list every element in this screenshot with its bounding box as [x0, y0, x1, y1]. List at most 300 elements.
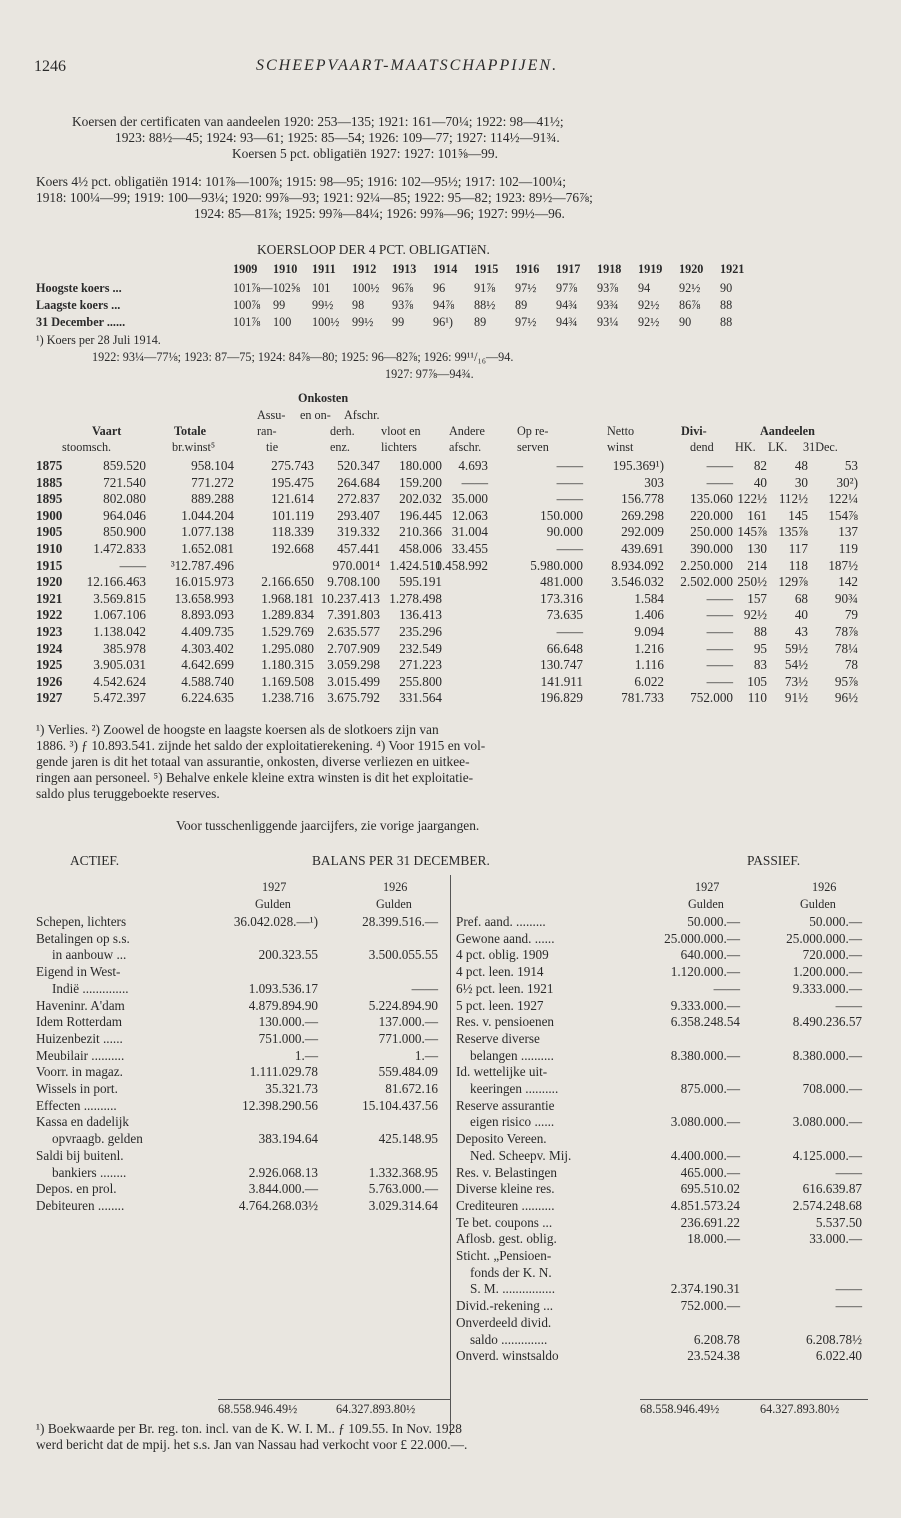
row-cell: 4.542.624	[93, 673, 146, 689]
koers-cell: 96⅞	[392, 281, 414, 295]
passief-label: 5 pct. leen. 1927	[456, 997, 544, 1013]
koers-cell: 99½	[312, 298, 334, 312]
col-head: vloot en	[381, 424, 421, 438]
row-cell: 264.684	[337, 474, 380, 490]
row-cell: 4.409.735	[181, 624, 234, 639]
passief-row	[0, 1198, 901, 1214]
row-cell: ——	[706, 590, 733, 606]
passief-value-1926: ——	[835, 1298, 862, 1314]
actief-value-1926: 3.029.314.64	[368, 1197, 438, 1213]
actief-value-1927: 12.398.290.56	[242, 1097, 318, 1113]
passief-value-1927: 640.000.—	[680, 947, 740, 963]
col-head: br.winst⁵	[172, 440, 216, 454]
row-cell: 210.366	[399, 524, 442, 540]
passief-row	[0, 1081, 901, 1097]
row-year: 1910	[36, 541, 63, 556]
row-cell: 1.077.138	[181, 524, 234, 540]
passief-value-1926: ——	[835, 997, 862, 1013]
col-head: Aandeelen	[760, 424, 815, 438]
passief-value-1926: ——	[835, 1281, 862, 1297]
koers-cell: 98	[352, 298, 365, 312]
actief-label: Wissels in port.	[36, 1081, 118, 1096]
passief-row	[0, 1064, 901, 1080]
passief-row	[0, 947, 901, 963]
passief-label: 4 pct. oblig. 1909	[456, 947, 549, 963]
onkosten-footnote: ¹) Verlies. ²) Zoowel de hoogste en laagste koersen als de slotkoers zijn van	[36, 722, 439, 737]
actief-value-1927: 36.042.028.—¹)	[233, 914, 318, 929]
actief-value-1927: 35.321.73	[265, 1081, 318, 1096]
row-cell: 235.296	[399, 624, 442, 639]
actief-label: Debiteuren ........	[36, 1197, 125, 1213]
balans-title: BALANS PER 31 DECEMBER.	[312, 853, 490, 868]
row-cell: 292.009	[621, 524, 664, 540]
koers-cell: 100⅞	[233, 298, 261, 312]
unit-right-1927: Gulden	[688, 897, 724, 911]
onkosten-row	[0, 657, 901, 673]
passief-value-1926: 616.639.87	[802, 1181, 862, 1197]
row-cell: ——	[556, 458, 583, 473]
row-cell: 850.900	[103, 524, 146, 540]
year-cell: 1912	[352, 262, 377, 276]
koers-cell: 97⅞	[556, 281, 578, 295]
actief-value-1926: 137.000.—	[378, 1014, 438, 1030]
actief-label: Idem Rotterdam	[36, 1014, 123, 1030]
onkosten-footnote: ringen aan personeel. ⁵) Behalve enkele kleine extra winsten is dit het exploitatie-	[36, 770, 474, 785]
passief-value-1927: 1.120.000.—	[670, 964, 740, 980]
koers-cell: 94¾	[556, 315, 578, 329]
onkosten-row	[0, 558, 901, 574]
passief-row	[0, 964, 901, 980]
row-cell: 73.635	[546, 607, 583, 623]
total-actief-1926: 64.327.893.80½	[336, 1402, 416, 1416]
passief-label: Divid.-rekening ...	[456, 1298, 554, 1314]
row-cell: 1.169.508	[261, 673, 314, 689]
actief-value-1926: 425.148.95	[378, 1131, 438, 1147]
koers-row-december	[0, 315, 901, 331]
col-head: dend	[690, 440, 714, 454]
koers-cell: 93⅞	[392, 298, 414, 312]
koers-cell: 96¹)	[433, 315, 453, 329]
row-cell: ³12.787.496	[170, 557, 234, 573]
row-cell: 118	[788, 557, 808, 573]
row-cell: 112½	[778, 491, 808, 507]
row-cell: 9.094	[634, 624, 664, 639]
row-cell: ——	[556, 624, 583, 639]
passief-value-1927: 18.000.—	[687, 1231, 740, 1247]
actief-label: Saldi bij buitenl.	[36, 1147, 124, 1163]
passief-value-1927: 4.851.573.24	[670, 1197, 740, 1213]
row-cell: 95	[753, 640, 767, 656]
row-cell: 4.693	[458, 458, 488, 473]
col-head: Assu-	[257, 408, 286, 422]
row-cell: 35.000	[451, 491, 488, 507]
passief-label: Diverse kleine res.	[456, 1181, 555, 1197]
col-head: serven	[517, 440, 549, 454]
year-cell: 1914	[433, 262, 458, 276]
row-cell: 8.934.092	[611, 557, 664, 573]
row-cell: 3.015.499	[327, 673, 380, 689]
row-cell: 141.911	[540, 673, 583, 689]
passief-value-1926: 708.000.—	[802, 1081, 862, 1096]
onkosten-head3	[0, 440, 901, 456]
onkosten-row	[0, 641, 901, 657]
koers-cell: 91⅞	[474, 281, 496, 295]
col-head: HK.	[735, 440, 756, 454]
passief-value-1927: 875.000.—	[680, 1081, 740, 1096]
row-cell: 130.747	[540, 657, 583, 673]
actief-value-1927: 2.926.068.13	[248, 1164, 318, 1180]
row-cell: 1.289.834	[261, 607, 314, 623]
passief-value-1927: 23.524.38	[687, 1348, 740, 1364]
col-head: enz.	[330, 440, 350, 454]
row-cell: 195.369¹)	[612, 458, 664, 473]
total-passief-1926: 64.327.893.80½	[760, 1402, 840, 1416]
row-cell: 250½	[737, 574, 767, 590]
passief-label: Te bet. coupons ...	[456, 1214, 553, 1230]
onkosten-row	[0, 541, 901, 557]
row-cell: 1.458.992	[435, 557, 488, 573]
col-head: LK.	[768, 440, 788, 454]
koers-cell: 93⅞	[597, 281, 619, 295]
passief-value-1927: 695.510.02	[680, 1181, 740, 1197]
row-cell: ——	[706, 657, 733, 673]
row-cell: 90.000	[546, 524, 583, 540]
year-cell: 1913	[392, 262, 417, 276]
koers-cell: 99	[392, 315, 405, 329]
row-cell: ——	[706, 624, 733, 639]
row-cell: 83	[753, 657, 767, 673]
passief-label: Res. v. Belastingen	[456, 1164, 557, 1180]
actief-value-1927: 751.000.—	[258, 1030, 318, 1046]
row-year: 1924	[36, 640, 63, 656]
passief-label: Reserve assurantie	[456, 1097, 555, 1113]
row-cell: 195.475	[271, 474, 314, 490]
row-cell: 8.893.093	[181, 607, 234, 623]
intro-line: Koersen der certificaten van aandeelen 1920: 253—135; 1921: 161—70¼; 1922: 98—41½;	[72, 114, 564, 129]
passief-row	[0, 1098, 901, 1114]
row-cell: 135.060	[690, 491, 733, 507]
passief-title: PASSIEF.	[747, 853, 801, 868]
col-head: lichters	[381, 440, 417, 454]
row-cell: 136.413	[399, 607, 442, 623]
row-year: 1927	[36, 690, 63, 706]
intro-line: Koersen 5 pct. obligatiën 1927: 1927: 101⅝—99.	[232, 146, 498, 161]
row-cell: 105	[747, 673, 767, 689]
total-rule-left	[218, 1399, 450, 1400]
row-cell: 1.067.106	[93, 607, 146, 623]
row-cell: 95⅞	[834, 673, 858, 689]
onkosten-head2	[0, 424, 901, 440]
row-cell: 202.032	[399, 491, 442, 507]
koers-cell: 99½	[352, 315, 374, 329]
col-head: winst	[607, 440, 634, 454]
row-cell: 96½	[834, 690, 858, 706]
onkosten-row	[0, 591, 901, 607]
intro-line: Koers 4½ pct. obligatiën 1914: 101⅞—100⅞; 1915: 98—95; 1916: 102—95½; 1917: 102—100¼;	[36, 174, 567, 189]
passief-value-1926: 6.208.78½	[805, 1331, 862, 1347]
passief-value-1926: 1.200.000.—	[792, 964, 862, 980]
row-cell: 196.829	[540, 690, 583, 706]
actief-label: Effecten ..........	[36, 1097, 117, 1113]
passief-value-1926: 25.000.000.—	[786, 930, 862, 946]
row-cell: 5.472.397	[93, 690, 146, 706]
passief-row	[0, 1332, 901, 1348]
row-cell: 271.223	[399, 657, 442, 673]
passief-row	[0, 1231, 901, 1247]
koersloop-years	[0, 262, 901, 278]
row-cell: 2.502.000	[680, 574, 733, 590]
koers-cell: 100½	[352, 281, 380, 295]
row-cell: 958.104	[191, 458, 234, 473]
row-cell: 781.733	[621, 690, 664, 706]
passief-label: Onverdeeld divid.	[456, 1314, 552, 1330]
actief-value-1926: 5.763.000.—	[368, 1181, 438, 1197]
koers-cell: 94⅞	[433, 298, 455, 312]
row-cell: 30	[794, 474, 808, 490]
row-cell: 180.000	[399, 458, 442, 473]
year-cell: 1919	[638, 262, 663, 276]
passief-row	[0, 1348, 901, 1364]
passief-row	[0, 1315, 901, 1331]
passief-value-1926: ——	[835, 1164, 862, 1180]
koers-cell: 88	[720, 315, 733, 329]
passief-value-1926: 9.333.000.—	[792, 980, 862, 996]
year-cell: 1910	[273, 262, 298, 276]
passief-row	[0, 1265, 901, 1281]
year-cell: 1915	[474, 262, 499, 276]
col-head: Andere	[449, 424, 485, 438]
actief-label: opvraagb. gelden	[52, 1131, 143, 1147]
actief-value-1927: 1.093.536.17	[248, 980, 318, 996]
col-head: Divi-	[681, 424, 707, 438]
onkosten-row	[0, 491, 901, 507]
row-cell: 220.000	[690, 507, 733, 523]
row-cell: 6.022	[634, 673, 664, 689]
row-cell: 1.278.498	[389, 590, 442, 606]
passief-value-1926: 33.000.—	[809, 1231, 862, 1247]
row-cell: 145⅞	[737, 524, 767, 540]
row-cell: 192.668	[271, 541, 314, 556]
passief-value-1927: 6.358.248.54	[670, 1014, 740, 1030]
koersloop-line: 1927: 97⅞—94¾.	[385, 367, 474, 381]
koers-cell: 101⅞—102⅝	[233, 281, 301, 295]
total-passief-1927: 68.558.946.49½	[640, 1402, 720, 1416]
koers-cell: 92½	[679, 281, 701, 295]
onkosten-row	[0, 475, 901, 491]
row-cell: 13.658.993	[174, 590, 234, 606]
col-head: Netto	[607, 424, 635, 438]
koers-cell: 89	[515, 298, 528, 312]
row-cell: 2.250.000	[680, 557, 733, 573]
intro-line: 1923: 88½—45; 1924: 93—61; 1925: 85—54; 1926: 109—77; 1927: 114½—91¾.	[115, 130, 560, 145]
passief-value-1927: 9.333.000.—	[670, 997, 740, 1013]
col-head: 31Dec.	[803, 440, 838, 454]
row-cell: 3.905.031	[93, 657, 146, 673]
row-cell: 1.216	[634, 640, 664, 656]
row-cell: 40	[753, 474, 767, 490]
onkosten-footnote: saldo plus teruggeboekte reserves.	[36, 786, 220, 801]
row-year: 1875	[36, 458, 63, 473]
row-cell: 196.445	[399, 507, 442, 523]
row-cell: 1.295.080	[261, 640, 314, 656]
actief-value-1926: 1.—	[414, 1047, 438, 1063]
page-title: SCHEEPVAART-MAATSCHAPPIJEN.	[256, 57, 559, 74]
passief-row	[0, 1165, 901, 1181]
row-cell: 92½	[743, 607, 767, 623]
row-cell: 16.015.973	[174, 574, 234, 590]
row-cell: 255.800	[399, 673, 442, 689]
passief-label: Gewone aand. ......	[456, 930, 555, 946]
row-cell: 157	[747, 590, 767, 606]
passief-row	[0, 1248, 901, 1264]
passief-label: Sticht. „Pensioen-	[456, 1248, 552, 1263]
row-cell: 1.472.833	[93, 541, 146, 556]
actief-label: in aanbouw ...	[52, 947, 127, 963]
passief-value-1927: 465.000.—	[680, 1164, 740, 1180]
passief-label: Reserve diverse	[456, 1030, 540, 1046]
row-cell: 173.316	[540, 590, 583, 606]
passief-label: keeringen ..........	[470, 1081, 559, 1096]
row-cell: 154⅞	[828, 507, 858, 523]
actief-value-1927: 3.844.000.—	[248, 1181, 318, 1197]
row-cell: 12.063	[451, 507, 488, 523]
koers-cell: 92½	[638, 298, 660, 312]
balans-footnote: werd bericht dat de mpij. het s.s. Jan van Nassau had verkocht voor £ 22.000.—.	[36, 1437, 468, 1452]
passief-label: Ned. Scheepv. Mij.	[470, 1147, 572, 1163]
onkosten-row	[0, 458, 901, 474]
row-cell: 122¼	[828, 491, 858, 507]
row-cell: 458.006	[399, 541, 442, 556]
passief-label: Crediteuren ..........	[456, 1197, 555, 1213]
intro-line: 1924: 85—81⅞; 1925: 99⅞—84¼; 1926: 99⅞—96; 1927: 99½—96.	[194, 206, 565, 221]
row-cell: 293.407	[337, 507, 380, 523]
row-cell: 12.166.463	[86, 574, 146, 590]
row-cell: 481.000	[540, 574, 583, 590]
actief-label: Betalingen op s.s.	[36, 930, 130, 946]
passief-value-1927: 2.374.190.31	[670, 1281, 740, 1297]
col-head: Totale	[174, 424, 207, 438]
row-cell: 91½	[784, 690, 808, 706]
passief-label: Deposito Vereen.	[456, 1131, 547, 1147]
row-cell: 303	[644, 474, 664, 490]
passief-label: Id. wettelijke uit-	[456, 1064, 548, 1080]
row-cell: 122½	[737, 491, 767, 507]
row-cell: 964.046	[103, 507, 146, 523]
row-cell: 142	[838, 574, 858, 590]
row-cell: 1.180.315	[261, 657, 314, 673]
row-cell: 54½	[784, 657, 808, 673]
row-cell: 159.200	[399, 474, 442, 490]
row-cell: 88	[753, 624, 767, 639]
row-cell: 117	[788, 541, 808, 556]
row-year: 1900	[36, 507, 63, 523]
onkosten-title: Onkosten	[298, 391, 349, 405]
passief-row	[0, 1281, 901, 1297]
row-cell: 48	[794, 458, 808, 473]
row-cell: 272.837	[337, 491, 380, 507]
passief-row	[0, 1048, 901, 1064]
col-head: stoomsch.	[62, 440, 112, 454]
row-cell: 721.540	[103, 474, 146, 490]
passief-value-1926: 3.080.000.—	[792, 1114, 862, 1130]
row-cell: 3.546.032	[611, 574, 664, 590]
passief-value-1926: 8.490.236.57	[792, 1014, 862, 1030]
actief-value-1926: 3.500.055.55	[368, 947, 438, 963]
passief-label: eigen risico ......	[470, 1114, 555, 1130]
passief-label: belangen ..........	[470, 1047, 554, 1063]
passief-row	[0, 1181, 901, 1197]
row-cell: 3.675.792	[327, 690, 380, 706]
row-cell: 1.406	[634, 607, 664, 623]
year-head-left-1927: 1927	[262, 880, 287, 894]
col-head: tie	[266, 440, 279, 454]
row-cell: 79	[844, 607, 858, 623]
total-actief-1927: 68.558.946.49½	[218, 1402, 298, 1416]
year-cell: 1918	[597, 262, 622, 276]
year-cell: 1911	[312, 262, 336, 276]
koers-cell: 100	[273, 315, 292, 329]
row-cell: 68	[794, 590, 808, 606]
passief-value-1927: 8.380.000.—	[670, 1047, 740, 1063]
col-head: derh.	[330, 424, 355, 438]
row-cell: 137	[838, 524, 858, 540]
row-cell: 970.001⁴	[332, 557, 380, 573]
row-cell: 150.000	[540, 507, 583, 523]
passief-row	[0, 1215, 901, 1231]
row-cell: 1.584	[634, 590, 664, 606]
actief-value-1926: 5.224.894.90	[368, 997, 438, 1013]
actief-value-1927: 1.—	[294, 1047, 318, 1063]
actief-label: bankiers ........	[52, 1164, 127, 1180]
actief-label: Indië ..............	[52, 980, 129, 996]
koers-cell: 94¾	[556, 298, 578, 312]
passief-label: Onverd. winstsaldo	[456, 1348, 559, 1364]
row-cell: 31.004	[451, 524, 488, 540]
year-cell: 1921	[720, 262, 745, 276]
row-cell: 118.339	[271, 524, 314, 540]
row-cell: ——	[119, 557, 146, 573]
row-cell: 3.059.298	[327, 657, 380, 673]
year-head-right-1926: 1926	[812, 880, 837, 894]
koersloop-line: 1922: 93¼—77⅛; 1923: 87—75; 1924: 84⅞—80; 1925: 96—82⅞; 1926: 99¹¹/₁₆—94.	[92, 350, 514, 364]
onkosten-footnote: gende jaren is dit het totaal van assurantie, onkosten, diverse verliezen en uitkee-	[36, 754, 470, 769]
row-year: 1905	[36, 524, 63, 540]
year-cell: 1920	[679, 262, 704, 276]
row-cell: 78⅞	[834, 624, 858, 639]
actief-label: Huizenbezit ......	[36, 1030, 123, 1046]
koers-cell: 86⅞	[679, 298, 701, 312]
koers-cell: 96	[433, 281, 446, 295]
row-label: Laagste koers ...	[36, 298, 121, 312]
unit-right-1926: Gulden	[800, 897, 836, 911]
koers-cell: 101	[312, 281, 331, 295]
row-cell: 2.166.650	[261, 574, 314, 590]
year-head-right-1927: 1927	[695, 880, 720, 894]
row-cell: 1.424.510	[389, 557, 442, 573]
row-cell: 73½	[784, 673, 808, 689]
year-head-left-1926: 1926	[383, 880, 408, 894]
koers-cell: 93¼	[597, 315, 619, 329]
row-year: 1922	[36, 607, 63, 623]
row-cell: 130	[747, 541, 767, 556]
koers-cell: 88	[720, 298, 733, 312]
row-cell: 232.549	[399, 640, 442, 656]
actief-value-1927: 4.764.268.03½	[238, 1197, 318, 1213]
passief-row	[0, 998, 901, 1014]
row-cell: 53	[844, 458, 858, 473]
passief-row	[0, 931, 901, 947]
koersloop-footnote: ¹) Koers per 28 Juli 1914.	[36, 333, 161, 347]
